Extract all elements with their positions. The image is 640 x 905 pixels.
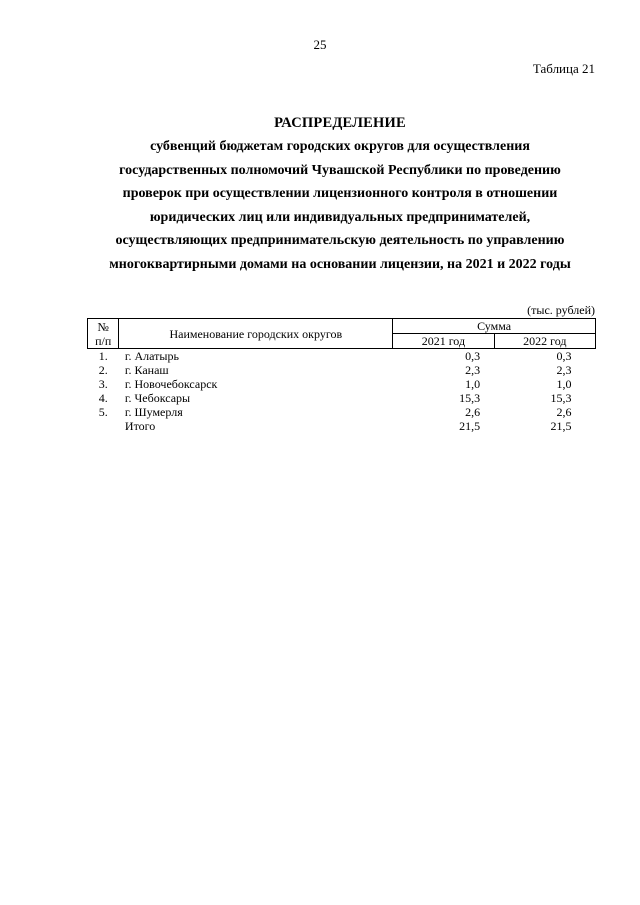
row-number: 3. xyxy=(98,377,108,391)
title-line: осуществляющих предпринимательскую деятельность по управлению xyxy=(115,233,565,248)
row-number: 4. xyxy=(98,391,108,405)
document-title xyxy=(60,112,620,276)
row-value-2022: 2,6 xyxy=(556,405,572,419)
table-row xyxy=(88,405,596,419)
table-row xyxy=(88,349,596,364)
row-value-2022: 1,0 xyxy=(556,377,572,391)
row-value-2021: 15,3 xyxy=(459,391,481,405)
title-line: государственных полномочий Чувашской Республики по проведению xyxy=(119,162,561,178)
header-number xyxy=(88,319,119,349)
row-value-2021: 2,3 xyxy=(465,363,481,377)
header-year-2022: 2022 год xyxy=(494,334,595,349)
row-name: г. Новочебоксарск xyxy=(124,377,218,391)
row-value-2021: 1,0 xyxy=(465,377,481,391)
title-heading: РАСПРЕДЕЛЕНИЕ xyxy=(274,115,406,131)
distribution-table xyxy=(87,318,596,433)
title-line: субвенций бюджетам городских округов для осуществления xyxy=(150,139,530,154)
title-line: многоквартирными домами на основании лицензии, на 2021 и 2022 годы xyxy=(109,256,571,272)
row-name: г. Алатырь xyxy=(124,349,179,363)
total-number xyxy=(88,419,119,433)
page-number: 25 xyxy=(313,37,327,52)
header-number-line2: п/п xyxy=(95,333,112,348)
row-number: 1. xyxy=(98,349,108,363)
header-sum: Сумма xyxy=(393,319,596,334)
units-note: (тыс. рублей) xyxy=(527,303,595,317)
title-line: проверок при осуществлении лицензионного контроля в отношении xyxy=(122,186,558,201)
header-number-line1: № xyxy=(97,319,109,334)
row-value-2021: 0,3 xyxy=(465,349,481,363)
table-total-row xyxy=(88,419,596,433)
table-label: Таблица 21 xyxy=(532,61,595,76)
title-line: юридических лиц или индивидуальных предпринимателей, xyxy=(149,209,531,225)
row-number: 5. xyxy=(98,405,108,419)
row-name: г. Канаш xyxy=(124,363,169,377)
total-value-2022: 21,5 xyxy=(550,419,572,433)
table-row xyxy=(88,377,596,391)
header-name: Наименование городских округов xyxy=(119,319,393,349)
row-value-2022: 15,3 xyxy=(550,391,572,405)
row-name: г. Шумерля xyxy=(124,405,183,419)
table-row xyxy=(88,391,596,405)
title-subtitle xyxy=(60,135,620,276)
row-name: г. Чебоксары xyxy=(124,391,191,405)
table-row xyxy=(88,363,596,377)
row-value-2022: 0,3 xyxy=(556,349,572,363)
row-number: 2. xyxy=(98,363,108,377)
total-label: Итого xyxy=(124,419,156,433)
row-value-2022: 2,3 xyxy=(556,363,572,377)
total-value-2021: 21,5 xyxy=(459,419,481,433)
row-value-2021: 2,6 xyxy=(465,405,481,419)
header-year-2021: 2021 год xyxy=(393,334,494,349)
